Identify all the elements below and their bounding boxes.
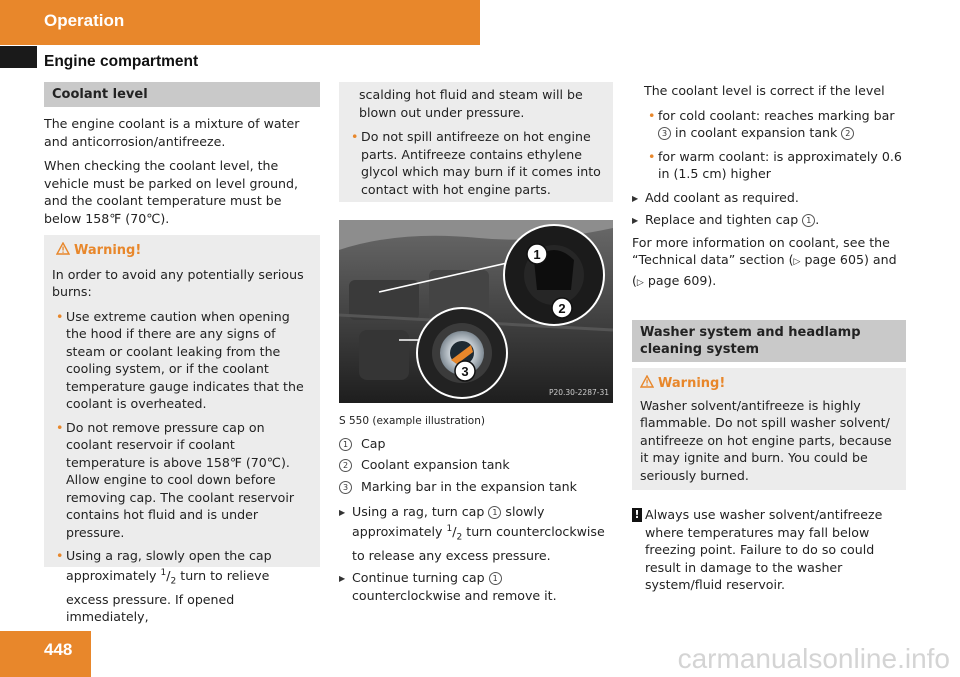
column-right — [632, 82, 906, 594]
page-ref-605[interactable]: page 605) and — [804, 252, 897, 267]
washer-warning-text: Washer solvent/antifreeze is highly flammable. Do not spill washer solvent/ antifreeze on hot engine parts, because it may ignite and burn. You could be seriously burned. — [640, 397, 892, 483]
legend-number: 1 — [339, 438, 352, 451]
fraction-numerator: 1 — [446, 523, 453, 534]
warning-bullet-3-b: turn to relieve excess pressure. If opened immediately, — [66, 567, 270, 625]
warning-title: Warning! — [74, 243, 142, 258]
warning-triangle-icon — [640, 375, 654, 388]
warning-continued-text: scalding hot fluid and steam will be blown out under pressure. — [359, 87, 583, 120]
step-1-text-a: Using a rag, turn cap — [352, 504, 485, 519]
column-left — [44, 82, 320, 625]
washer-warning-title: Warning! — [658, 376, 726, 391]
page-ref-arrow-icon: ▷ — [636, 277, 644, 288]
page-number-box — [0, 631, 91, 677]
coolant-level-heading: Coolant level — [44, 82, 320, 107]
warning-header — [52, 241, 312, 260]
step-1: ▶ Using a rag, turn cap 1 slowly approximately $^1/_2$ turn counterclockwise to release any excess pressure. — [339, 503, 613, 564]
warning-bullet-3: • Using a rag, slowly open the cap approximately $^1/_2$ turn to relieve excess pressure. If opened immediately, — [52, 547, 312, 626]
step-2-text-b: counterclockwise and remove it. — [352, 587, 557, 603]
legend-number: 3 — [339, 481, 352, 494]
level-bullet-2: • for warm coolant: is approximately 0.6 in (1.5 cm) higher — [644, 148, 906, 183]
svg-text:1: 1 — [533, 247, 541, 262]
cap-ref-number: 1 — [802, 214, 815, 227]
page-number: 448 — [44, 640, 73, 659]
watermark: carmanualsonline.info — [677, 643, 950, 674]
level-bullet-1-b: in coolant expansion tank — [675, 125, 838, 140]
section-header-bar — [0, 0, 480, 45]
engine-photo — [339, 220, 613, 403]
legend-item-3 — [339, 478, 613, 496]
warning-bullet-1: • Use extreme caution when opening the hood if there are any signs of steam or coolant leaking from the cooling system, or if the coolant temperature gauge indicates that the coolant is overheated. — [52, 308, 312, 413]
action-add-coolant: ▶ Add coolant as required. — [632, 189, 906, 207]
section-title: Operation — [44, 11, 125, 30]
level-bullet-1-a: for cold coolant: reaches marking bar — [658, 107, 895, 123]
page-ref-609[interactable]: page 609). — [647, 272, 717, 288]
washer-warning-box — [632, 368, 906, 490]
step-1-text-b: slowly approximately — [352, 504, 545, 539]
figure-code: P20.30-2287-31 — [548, 387, 609, 397]
washer-warning-header — [640, 374, 898, 393]
tank-ref-number: 2 — [841, 127, 854, 140]
page-subtitle: Engine compartment — [44, 53, 199, 70]
washer-note — [632, 506, 906, 594]
header-marker — [0, 46, 37, 68]
warning-box-continued — [339, 82, 613, 202]
more-info-text: For more information on coolant, see the “Technical data” section ( — [632, 234, 890, 267]
cap-ref-number: 1 — [489, 572, 502, 585]
step-2 — [339, 569, 613, 604]
note-exclamation-icon: ! — [632, 508, 642, 522]
legend-item-1 — [339, 435, 613, 453]
svg-text:2: 2 — [558, 301, 566, 316]
legend-item-2 — [339, 456, 613, 474]
fraction-denominator: 2 — [170, 576, 177, 587]
legend-number: 2 — [339, 459, 352, 472]
step-2-text-a: Continue turning cap — [352, 570, 485, 586]
warning-triangle-icon — [56, 242, 70, 255]
legend-label: Coolant expansion tank — [361, 457, 510, 472]
legend-label: Cap — [361, 435, 386, 451]
page-ref-arrow-icon: ▷ — [793, 257, 801, 267]
action-replace-cap: ▶ Replace and tighten cap 1 . — [632, 211, 906, 229]
warning-bullet-3-a: Using a rag, slowly open the cap approximately — [66, 548, 272, 583]
coolant-intro-1: The engine coolant is a mixture of water and anticorrosion/antifreeze. — [44, 116, 300, 149]
washer-note-text: Always use washer solvent/antifreeze where temperatures may fall below freezing point. Failure to do so could result in damage to the washer system/fluid reservoir. — [645, 507, 883, 592]
washer-heading: Washer system and headlamp cleaning system — [632, 320, 906, 362]
step-1-text-c: turn counterclockwise to release any excess pressure. — [352, 523, 605, 563]
figure-caption: S 550 (example illustration) — [339, 415, 485, 427]
warning-intro: In order to avoid any potentially serious burns: — [52, 266, 304, 299]
more-info: For more information on coolant, see the “Technical data” section (▷ page 605) and (▷ page 609). — [632, 234, 897, 288]
svg-text:3: 3 — [461, 364, 469, 379]
coolant-intro-2: When checking the coolant level, the vehicle must be parked on level ground, and the coolant temperature must be below 158℉ (70℃). — [44, 158, 299, 226]
legend-label: Marking bar in the expansion tank — [361, 478, 577, 494]
column-middle — [339, 82, 613, 609]
marking-bar-ref-number: 3 — [658, 127, 671, 140]
engine-illustration — [339, 220, 613, 403]
cap-ref-number: 1 — [488, 506, 501, 519]
warning-bullet-2: • Do not remove pressure cap on coolant reservoir if coolant temperature is above 158℉ (70℃). Allow engine to cool down before removing cap. The coolant reservoir contains hot fluid and is under pressure. — [52, 419, 312, 542]
warning-box — [44, 235, 320, 625]
action-replace-cap-text: Replace and tighten cap — [645, 212, 799, 227]
level-intro: The coolant level is correct if the level — [644, 83, 885, 98]
warning-bullet-4: • Do not spill antifreeze on hot engine parts. Antifreeze contains ethylene glycol which may burn if it comes into contact with hot engine parts. — [347, 128, 605, 198]
fraction-numerator: 1 — [160, 567, 167, 578]
fraction-denominator: 2 — [456, 532, 463, 543]
level-bullet-1 — [644, 107, 906, 142]
